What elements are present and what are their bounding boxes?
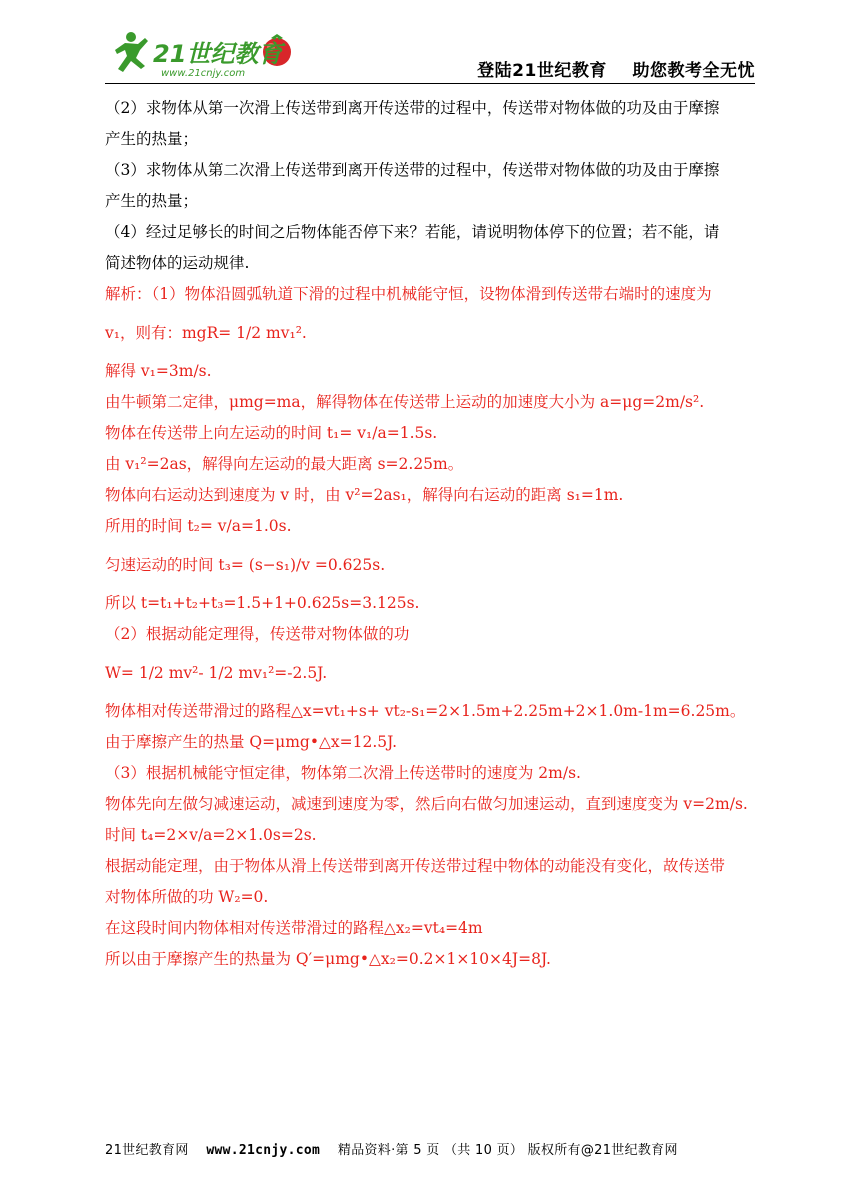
footer-left: 21世纪教育网 bbox=[105, 1143, 189, 1158]
question-2-line-2: 产生的热量； bbox=[105, 130, 199, 148]
kinetic-energy-line-1: 根据动能定理，由于物体从滑上传送带到离开传送带过程中物体的动能没有变化，故传送带 bbox=[105, 857, 726, 875]
time-t1-line: 物体在传送带上向左运动的时间 t₁= v₁/a=1.5s. bbox=[105, 424, 438, 442]
page-header bbox=[105, 28, 755, 86]
motion-description: 物体先向左做匀减速运动，减速到速度为零，然后向右做匀加速运动，直到速度变为 v=2m/s. bbox=[105, 795, 748, 813]
velocity-result: 解得 v₁=3m/s. bbox=[105, 362, 212, 380]
time-t3-line: 匀速运动的时间 t₃= (s−s₁)/v =0.625s. bbox=[105, 556, 386, 574]
logo-url: www.21cnjy.com bbox=[161, 68, 246, 79]
document-body bbox=[105, 93, 760, 975]
footer-site-link[interactable]: www.21cnjy.com bbox=[206, 1143, 321, 1158]
time-t4-line: 时间 t₄=2×v/a=2×1.0s=2s. bbox=[105, 826, 317, 844]
question-4-line-2: 简述物体的运动规律. bbox=[105, 254, 250, 272]
heat-line: 由于摩擦产生的热量 Q=μmg•△x=12.5J. bbox=[105, 733, 398, 751]
logo-text: 21世纪教育 bbox=[153, 40, 283, 68]
question-4-line-1: （4）经过足够长的时间之后物体能否停下来？若能，请说明物体停下的位置；若不能，请 bbox=[105, 223, 720, 241]
question-3-line-1: （3）求物体从第二次滑上传送带到离开传送带的过程中，传送带对物体做的功及由于摩擦 bbox=[105, 161, 720, 179]
relative-distance-line: 物体相对传送带滑过的路程△x=vt₁+s+ vt₂-s₁=2×1.5m+2.25m+2×1.0m-1m=6.25m。 bbox=[105, 702, 746, 720]
logo-21cnjy bbox=[105, 28, 315, 80]
time-t2-line: 所用的时间 t₂= v/a=1.0s. bbox=[105, 517, 292, 535]
part-3-heading: （3）根据机械能守恒定律，物体第二次滑上传送带时的速度为 2m/s. bbox=[105, 764, 581, 782]
header-slogan: 登陆21世纪教育 助您教考全无忧 bbox=[477, 61, 755, 81]
acceleration-line: 由牛顿第二定律，μmg=ma，解得物体在传送带上运动的加速度大小为 a=μg=2m/s². bbox=[105, 393, 705, 411]
question-3-line-2: 产生的热量； bbox=[105, 192, 199, 210]
analysis-line: 解析：（1）物体沿圆弧轨道下滑的过程中机械能守恒，设物体滑到传送带右端时的速度为 bbox=[105, 285, 712, 303]
total-time-line: 所以 t=t₁+t₂+t₃=1.5+1+0.625s=3.125s. bbox=[105, 594, 420, 612]
header-divider bbox=[105, 83, 755, 84]
footer-page-info: 精品资料·第 5 页 （共 10 页） 版权所有@21世纪教育网 bbox=[337, 1143, 678, 1158]
part-2-heading: （2）根据动能定理得，传送带对物体做的功 bbox=[105, 625, 410, 643]
relative-distance-2-line: 在这段时间内物体相对传送带滑过的路程△x₂=vt₄=4m bbox=[105, 919, 483, 937]
kinetic-energy-line-2: 对物体所做的功 W₂=0. bbox=[105, 888, 269, 906]
energy-equation: v₁，则有：mgR= 1/2 mv₁². bbox=[105, 324, 307, 342]
max-distance-line: 由 v₁²=2as，解得向左运动的最大距离 s=2.25m。 bbox=[105, 455, 464, 473]
question-2-line-1: （2）求物体从第一次滑上传送带到离开传送带的过程中，传送带对物体做的功及由于摩擦 bbox=[105, 99, 720, 117]
right-distance-line: 物体向右运动达到速度为 v 时，由 v²=2as₁，解得向右运动的距离 s₁=1m. bbox=[105, 486, 624, 504]
work-equation: W= 1/2 mv²- 1/2 mv₁²=-2.5J. bbox=[105, 664, 328, 682]
page-footer bbox=[105, 1139, 755, 1158]
heat-2-line: 所以由于摩擦产生的热量为 Q′=μmg•△x₂=0.2×1×10×4J=8J. bbox=[105, 950, 551, 968]
